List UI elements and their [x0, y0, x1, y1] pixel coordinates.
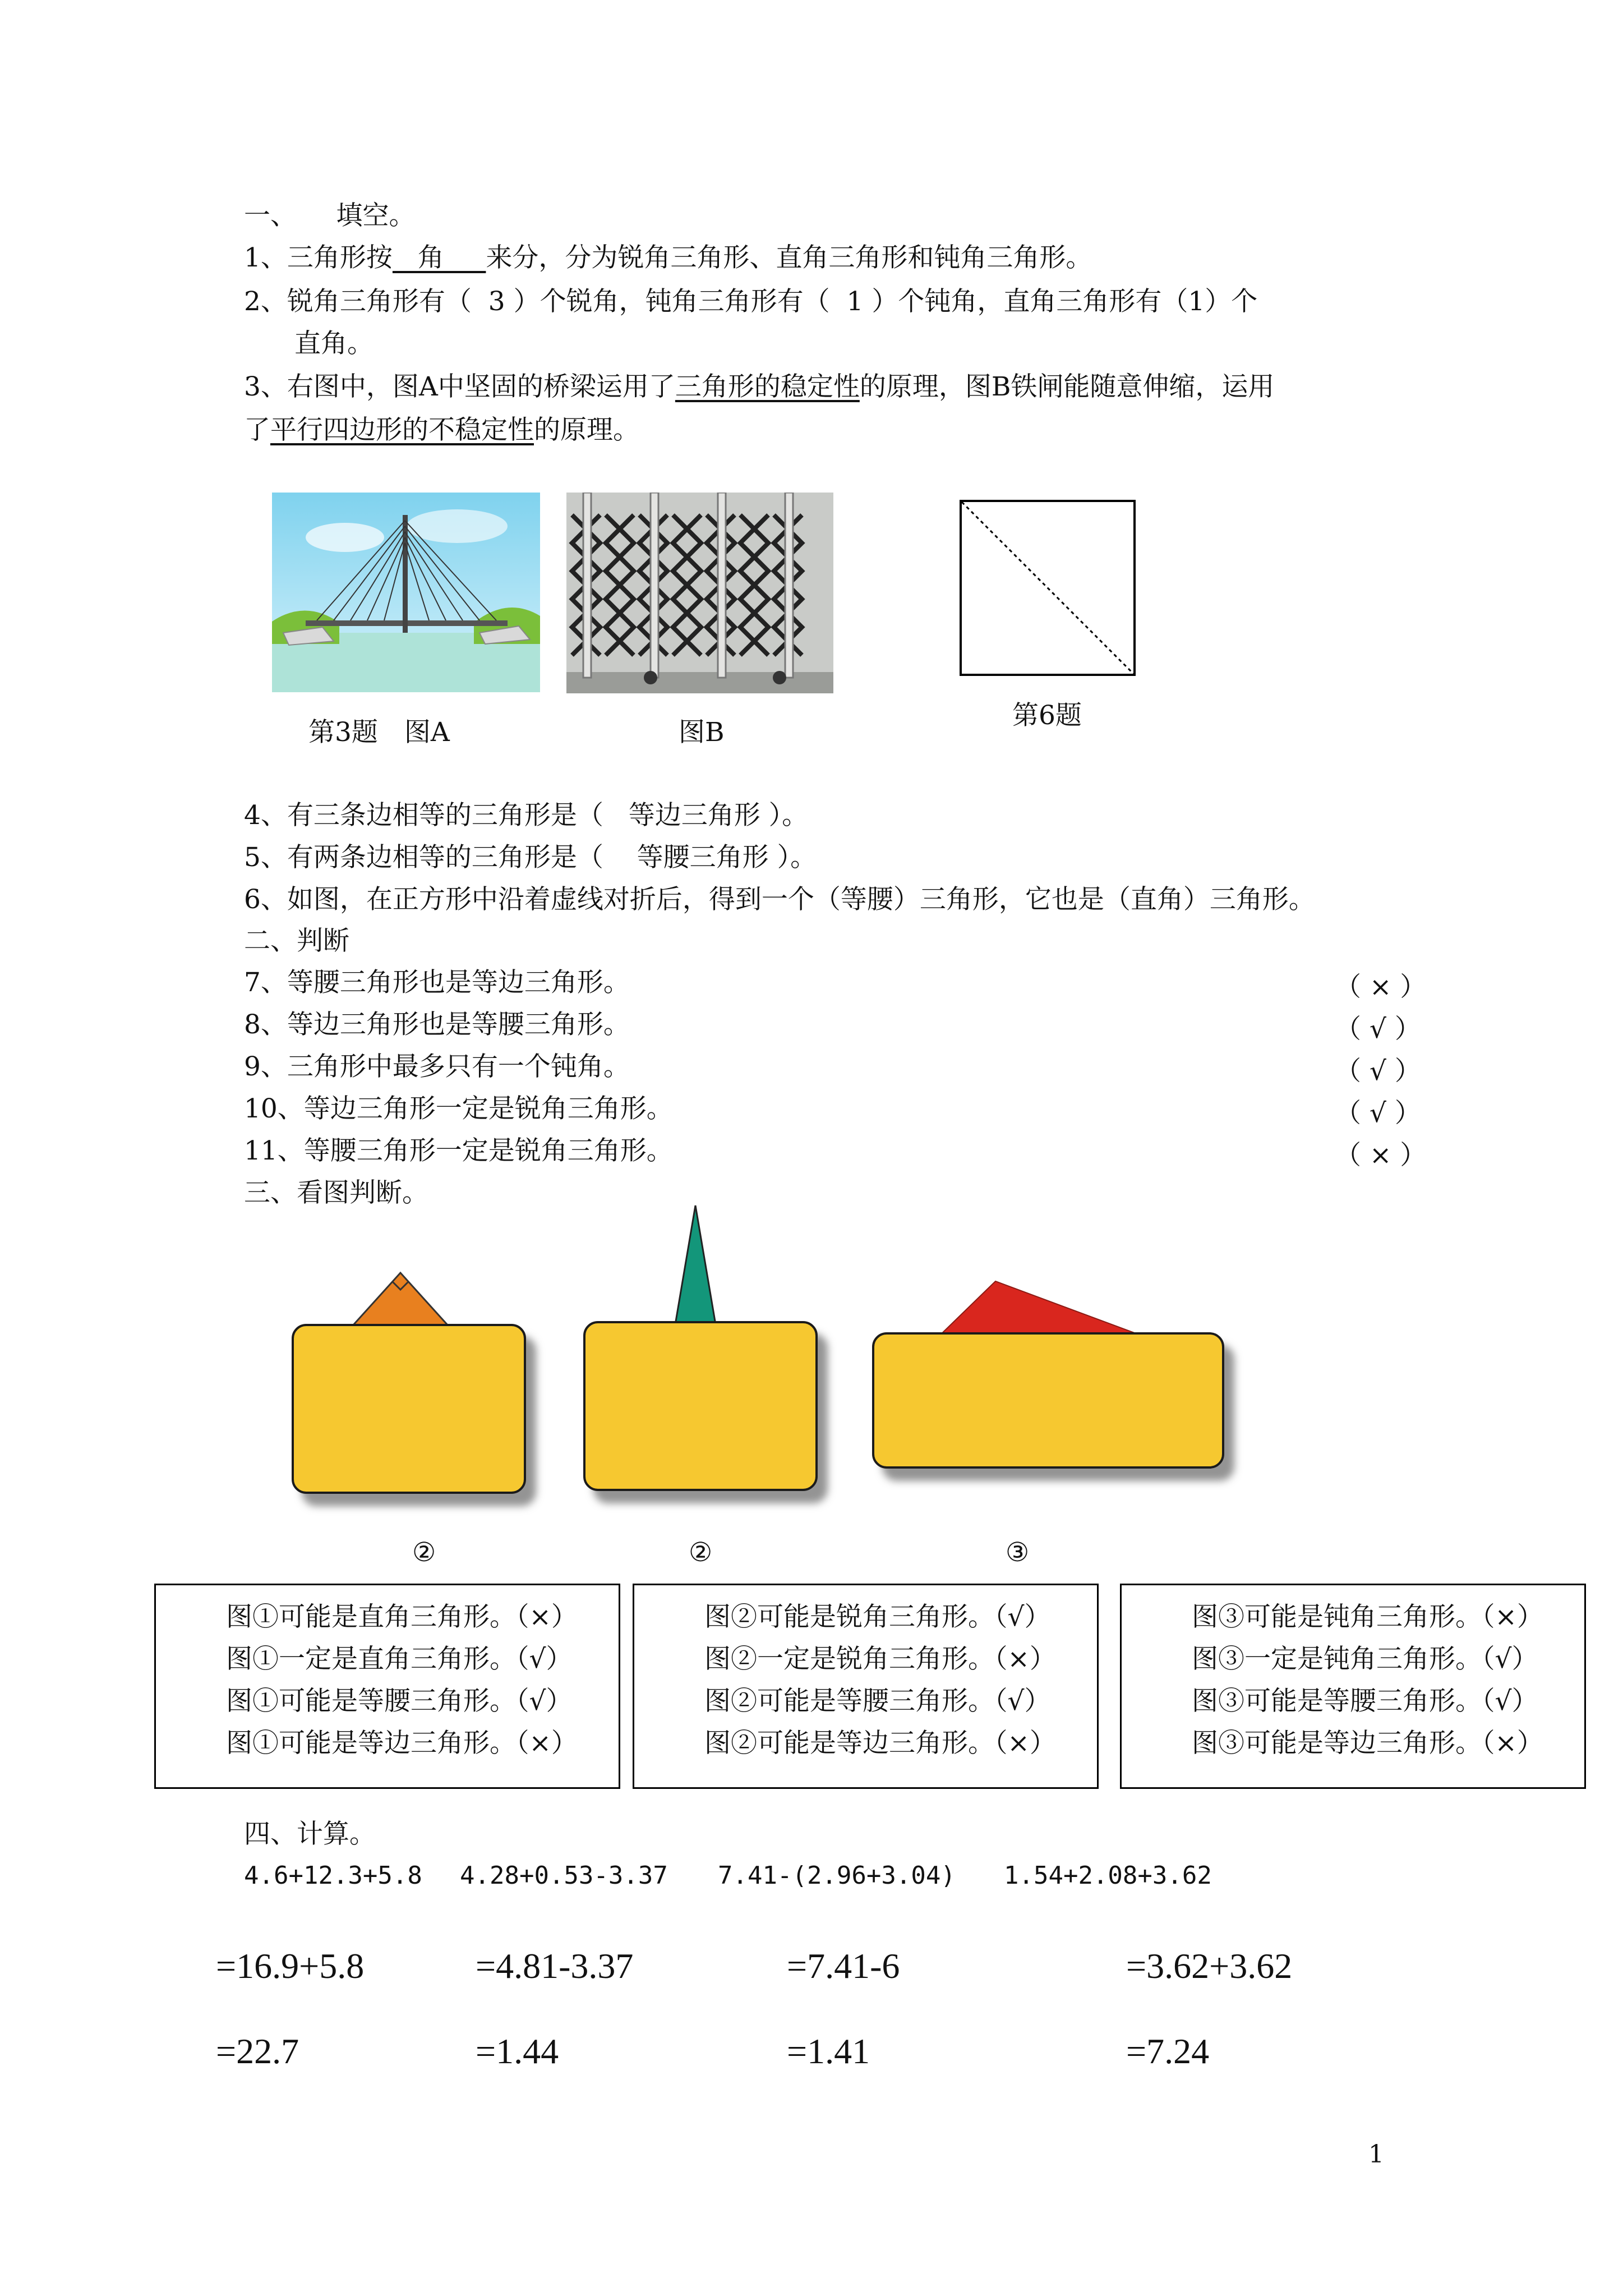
judgment-box-2	[633, 1584, 1099, 1789]
box3-line-1: 图③可能是钝角三角形。（×）	[1192, 1602, 1543, 1632]
folding-gate-image	[566, 493, 833, 693]
figure-label-3: ③	[1006, 1537, 1030, 1568]
box2-line-1: 图②可能是锐角三角形。（√）	[704, 1602, 1051, 1632]
q1-answer: 角	[392, 242, 486, 273]
calc-step2-3: =1.41	[787, 2031, 870, 2071]
calc-step2-4: =7.24	[1126, 2031, 1210, 2071]
box1-line-1: 图①可能是直角三角形。（×）	[226, 1602, 578, 1632]
calc-problem-4: 1.54+2.08+3.62	[1004, 1861, 1212, 1890]
calc-step1-4: =3.62+3.62	[1126, 1946, 1293, 1986]
calc-problem-1: 4.6+12.3+5.8	[244, 1861, 422, 1890]
q1-prefix: 1、三角形按	[244, 242, 393, 273]
question-3-line1	[244, 370, 1274, 404]
section3-heading: 三、看图判断。	[244, 1177, 428, 1208]
judge-mark-7: （ × ）	[1335, 972, 1427, 1002]
caption-figure-b: 图B	[679, 717, 725, 748]
calc-problem-2: 4.28+0.53-3.37	[460, 1861, 668, 1890]
question-2-line1: 2、锐角三角形有（ 3 ）个锐角，钝角三角形有（ 1 ）个钝角，直角三角形有（1）个	[244, 286, 1258, 317]
q3-suffix: 的原理，图B铁闸能随意伸缩，运用	[859, 371, 1275, 402]
calc-step2-2: =1.44	[476, 2031, 559, 2071]
box2-line-2: 图②一定是锐角三角形。（×）	[704, 1644, 1056, 1674]
question-1	[244, 241, 1092, 275]
calc-step2-1: =22.7	[216, 2031, 299, 2071]
triangle-figure-2	[667, 1203, 723, 1332]
cover-card-1	[292, 1324, 526, 1494]
section2-heading: 二、判断	[244, 926, 349, 956]
judge-mark-9: （ √ ）	[1335, 1056, 1421, 1087]
judge-item-8: 8、等边三角形也是等腰三角形。	[244, 1009, 630, 1040]
q3-l2-suffix: 的原理。	[534, 415, 639, 445]
q1-suffix: 来分，分为锐角三角形、直角三角形和钝角三角形。	[486, 242, 1092, 273]
box2-line-4: 图②可能是等边三角形。（×）	[704, 1728, 1056, 1759]
calc-step1-2: =4.81-3.37	[476, 1946, 634, 1986]
question-5: 5、有两条边相等的三角形是（ 等腰三角形 ）。	[244, 842, 817, 873]
question-4: 4、有三条边相等的三角形是（ 等边三角形 ）。	[244, 800, 809, 831]
triangle-figure-3	[931, 1279, 1155, 1341]
question-2-line2: 直角。	[294, 328, 374, 359]
judgment-box-3	[1120, 1584, 1586, 1789]
box1-line-2: 图①一定是直角三角形。（√）	[226, 1644, 573, 1674]
box1-line-3: 图①可能是等腰三角形。（√）	[226, 1686, 573, 1717]
judgment-box-1	[154, 1584, 620, 1789]
calc-problem-3: 7.41-(2.96+3.04)	[718, 1861, 956, 1890]
box1-line-4: 图①可能是等边三角形。（×）	[226, 1728, 578, 1759]
section1-heading: 一、 填空。	[244, 200, 416, 231]
q3-answer-2: 平行四边形的不稳定性	[270, 415, 534, 445]
box2-line-3: 图②可能是等腰三角形。（√）	[704, 1686, 1051, 1717]
judge-item-7: 7、等腰三角形也是等边三角形。	[244, 967, 630, 998]
box3-line-3: 图③可能是等腰三角形。（√）	[1192, 1686, 1538, 1717]
bridge-image	[272, 493, 540, 692]
judge-item-10: 10、等边三角形一定是锐角三角形。	[244, 1093, 673, 1124]
calc-step1-1: =16.9+5.8	[216, 1946, 365, 1986]
section4-heading: 四、计算。	[244, 1819, 376, 1849]
box3-line-2: 图③一定是钝角三角形。（√）	[1192, 1644, 1538, 1674]
box3-line-4: 图③可能是等边三角形。（×）	[1192, 1728, 1543, 1759]
page-number: 1	[1368, 2140, 1384, 2169]
judge-item-11: 11、等腰三角形一定是锐角三角形。	[244, 1135, 673, 1166]
judge-mark-10: （ √ ）	[1335, 1098, 1421, 1129]
question-6: 6、如图，在正方形中沿着虚线对折后，得到一个（等腰）三角形，它也是（直角）三角形。	[244, 884, 1315, 915]
figure-label-1: ②	[412, 1537, 436, 1568]
square-diagonal-figure	[959, 499, 1138, 679]
triangle-figure-1	[336, 1265, 465, 1332]
figure-label-2: ②	[689, 1537, 713, 1568]
cover-card-2	[583, 1321, 818, 1491]
question-3-line2	[244, 413, 639, 447]
q3-prefix: 3、右图中，图A中坚固的桥梁运用了	[244, 371, 675, 402]
judge-item-9: 9、三角形中最多只有一个钝角。	[244, 1051, 630, 1082]
calc-step1-3: =7.41-6	[787, 1946, 900, 1986]
judge-mark-11: （ × ）	[1335, 1140, 1427, 1171]
caption-figure-a: 第3题 图A	[308, 717, 450, 748]
caption-figure-q6: 第6题	[1012, 700, 1082, 731]
q3-answer-1: 三角形的稳定性	[675, 371, 860, 402]
cover-card-3	[872, 1332, 1224, 1469]
judge-mark-8: （ √ ）	[1335, 1014, 1421, 1045]
q3-l2-prefix: 了	[244, 415, 270, 445]
